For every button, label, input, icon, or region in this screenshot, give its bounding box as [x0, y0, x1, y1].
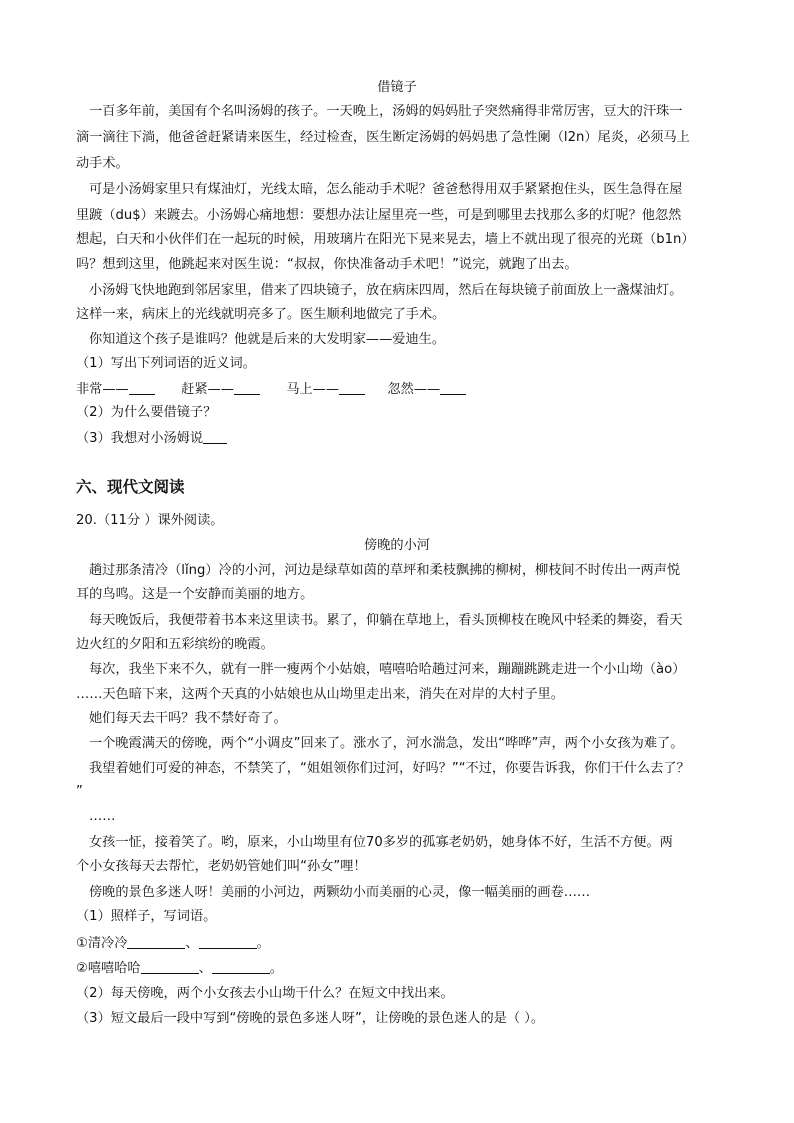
passage-line: 里踱（du$）来踱去。小汤姆心痛地想：要想办法让屋里亮一些，可是到哪里去找那么多的灯呢？他忽然: [76, 208, 682, 223]
passage-line: 耳的鸟鸣。这是一个安静而美丽的地方。: [76, 587, 314, 602]
answer-blank[interactable]: [199, 934, 257, 949]
answer-blank[interactable]: [127, 934, 185, 949]
passage-line: 小汤姆飞快地跑到邻居家里，借来了四块镜子，放在病床四周，然后在每块镜子前面放上一盏煤油灯。: [89, 283, 683, 298]
synonym-word: 赶紧——: [181, 382, 234, 397]
passage-line: 傍晚的景色多迷人呀！美丽的小河边，两颗幼小而美丽的心灵，像一幅美丽的画卷……: [89, 885, 591, 900]
passage-line: 一个晚霞满天的傍晚，两个“小调皮”回来了。涨水了，河水湍急，发出“哗哗”声，两个小女孩为难了。: [89, 736, 684, 751]
answer-blank[interactable]: [234, 380, 260, 395]
passage-line: 动手术。: [76, 156, 129, 171]
passage-line: 可是小汤姆家里只有煤油灯，光线太暗，怎么能动手术呢？爸爸愁得用双手紧紧抱住头，医生急得在屋: [89, 182, 683, 197]
question-1: （1）写出下列词语的近义词。: [76, 356, 256, 371]
passage-line: 边火红的夕阳和五彩缤纷的晚霞。: [76, 637, 274, 652]
answer-blank[interactable]: [129, 380, 155, 395]
passage-title: 傍晚的小河: [364, 538, 430, 553]
question-2: （2）每天傍晚，两个小女孩去小山坳干什么？在短文中找出来。: [76, 986, 454, 1001]
section-heading: 六、现代文阅读: [76, 478, 185, 496]
passage-line: 想起，白天和小伙伴们在一起玩的时候，用玻璃片在阳光下晃来晃去，墙上不就出现了很亮的光斑（b1n）: [76, 232, 695, 247]
passage-line: ”: [76, 784, 83, 799]
synonym-word: 非常——: [76, 382, 129, 397]
passage-line: 女孩一怔，接着笑了。哟，原来，小山坳里有位70多岁的孤寡老奶奶，她身体不好，生活不方便。两: [89, 835, 673, 850]
passage-line: 个小女孩每天去帮忙，老奶奶管她们叫“孙女”哩！: [76, 859, 367, 874]
question-1: （1）照样子，写词语。: [76, 909, 217, 924]
answer-blank[interactable]: [203, 429, 227, 444]
question-3: （3）我想对小汤姆说: [76, 429, 227, 448]
passage-title: 借镜子: [377, 80, 417, 95]
question-number: 20.（11分 ）课外阅读。: [76, 513, 224, 528]
passage-line: ……: [89, 809, 116, 824]
passage-line: 这样一来，病床上的光线就明亮多了。医生顺利地做完了手术。: [76, 307, 446, 322]
passage-line: 我望着她们可爱的神态，不禁笑了，“姐姐领你们过河，好吗？”“不过，你要告诉我，你们干什么去了？: [89, 761, 690, 776]
example-row: ②嘻嘻哈哈 、 。: [76, 961, 283, 976]
answer-blank[interactable]: [440, 380, 466, 395]
passage-line: 你知道这个孩子是谁吗？他就是后来的大发明家——爱迪生。: [89, 332, 446, 347]
question-2: （2）为什么要借镜子？: [76, 405, 217, 420]
passage-line: 趟过那条清冷（lǐng）冷的小河，河边是绿草如茵的草坪和柔枝飘拂的柳树，柳枝间不时传出一两声悦: [89, 563, 681, 578]
answer-blank[interactable]: [141, 959, 199, 974]
passage-line: ……天色暗下来，这两个天真的小姑娘也从山坳里走出来，消失在对岸的大村子里。: [76, 687, 564, 702]
passage-line: 每天晚饭后，我便带着书本来这里读书。累了，仰躺在草地上，看头顶柳枝在晚风中轻柔的舞姿，看天: [89, 613, 683, 628]
passage-line: 每次，我坐下来不久，就有一胖一瘦两个小姑娘，嘻嘻哈哈趟过河来，蹦蹦跳跳走进一个小山坳（ào）: [89, 662, 686, 677]
example-row: ①清冷冷 、 。: [76, 936, 270, 951]
passage-line: 吗？想到这里，他跳起来对医生说：“叔叔，你快准备动手术吧！”说完，就跑了出去。: [76, 257, 578, 272]
answer-blank[interactable]: [212, 959, 270, 974]
passage-line: 滴一滴往下淌，他爸爸赶紧请来医生，经过检查，医生断定汤姆的妈妈患了急性阑（l2n）尾炎，必须马上: [76, 130, 690, 145]
passage-line: 一百多年前，美国有个名叫汤姆的孩子。一天晚上，汤姆的妈妈肚子突然痛得非常厉害，豆大的汗珠一: [89, 104, 683, 119]
synonym-word: 马上——: [286, 382, 340, 397]
question-3: （3）短文最后一段中写到“傍晚的景色多迷人呀”，让傍晚的景色迷人的是（ ）。: [76, 1011, 545, 1026]
answer-blank[interactable]: [339, 380, 365, 395]
synonym-row: [76, 380, 466, 399]
synonym-word: 忽然——: [387, 382, 441, 397]
passage-line: 她们每天去干吗？我不禁好奇了。: [89, 711, 287, 726]
